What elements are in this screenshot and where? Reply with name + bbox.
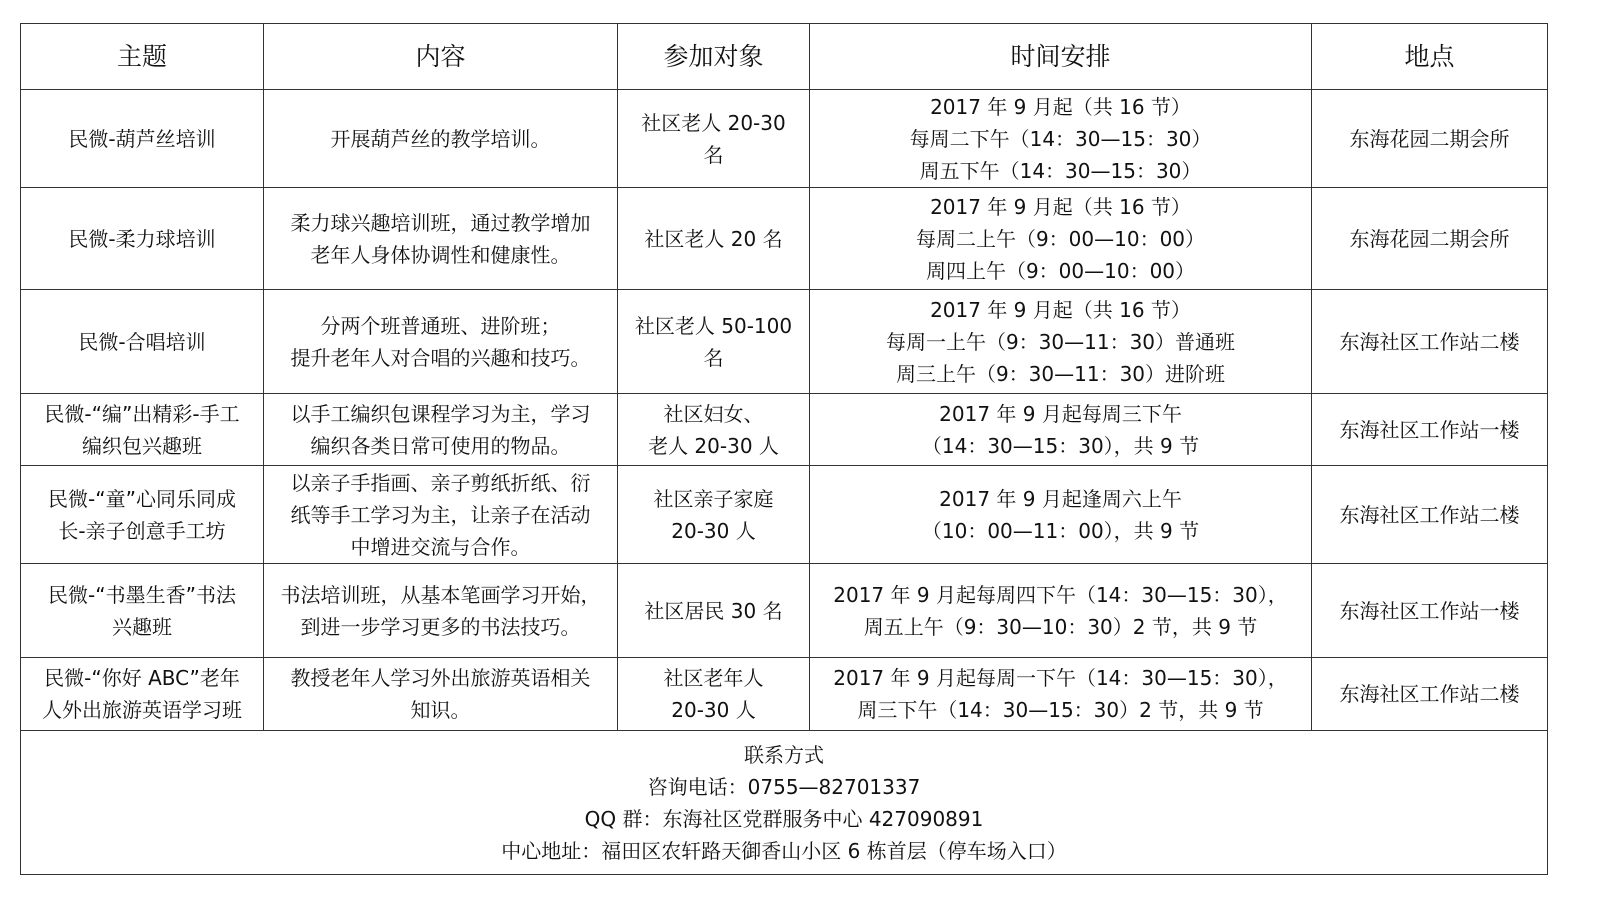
content-line: 老年人身体协调性和健康性。 xyxy=(310,242,571,267)
cell-topic xyxy=(21,564,264,658)
content-line: 以亲子手指画、亲子剪纸折纸、衍 xyxy=(290,470,591,495)
audience-line: 名 xyxy=(703,142,724,167)
topic-line: 民微-柔力球培训 xyxy=(68,226,216,251)
cell-topic xyxy=(21,394,264,466)
location-line: 东海社区工作站二楼 xyxy=(1339,329,1520,354)
content-line: 柔力球兴趣培训班，通过教学增加 xyxy=(290,210,591,235)
schedule-line: 每周二下午（14：30—15：30） xyxy=(909,126,1212,151)
schedule-line: 2017 年 9 月起（共 16 节） xyxy=(930,194,1191,219)
table-body xyxy=(21,90,1548,731)
schedule-line: 周三下午（14：30—15：30）2 节，共 9 节 xyxy=(857,698,1264,722)
cell-content xyxy=(264,466,618,564)
location-line: 东海花园二期会所 xyxy=(1349,226,1510,251)
topic-line: 民微-葫芦丝培训 xyxy=(68,126,216,151)
cell-schedule xyxy=(810,658,1312,731)
cell-audience xyxy=(618,188,810,290)
content-line: 中增进交流与合作。 xyxy=(350,534,531,559)
location-line: 东海花园二期会所 xyxy=(1349,126,1510,151)
header-audience: 参加对象 xyxy=(618,24,810,90)
content-line: 分两个班普通班、进阶班； xyxy=(320,313,561,338)
table-row xyxy=(21,188,1548,290)
cell-topic xyxy=(21,90,264,188)
contact-address: 中心地址：福田区农轩路天御香山小区 6 栋首层（停车场入口） xyxy=(501,838,1067,863)
cell-audience xyxy=(618,658,810,731)
content-line: 开展葫芦丝的教学培训。 xyxy=(330,126,551,151)
contact-qq: QQ 群：东海社区党群服务中心 427090891 xyxy=(584,806,984,831)
audience-line: 社区妇女、 xyxy=(663,401,764,426)
audience-line: 老人 20-30 人 xyxy=(648,433,779,458)
audience-line: 20-30 人 xyxy=(671,518,756,543)
cell-schedule xyxy=(810,394,1312,466)
cell-location xyxy=(1312,466,1548,564)
schedule-line: 2017 年 9 月起每周一下午（14：30—15：30）， xyxy=(833,666,1288,690)
cell-location xyxy=(1312,394,1548,466)
schedule-line: 周三上午（9：30—11：30）进阶班 xyxy=(895,361,1226,386)
table-row xyxy=(21,658,1548,731)
topic-line: 民微-“编”出精彩-手工 xyxy=(44,401,240,426)
cell-schedule xyxy=(810,188,1312,290)
table-row xyxy=(21,564,1548,658)
location-line: 东海社区工作站一楼 xyxy=(1339,417,1520,442)
contact-phone: 咨询电话：0755—82701337 xyxy=(647,774,921,799)
topic-line: 人外出旅游英语学习班 xyxy=(42,698,242,722)
table-row xyxy=(21,90,1548,188)
audience-line: 社区老人 20-30 xyxy=(641,110,786,135)
content-line: 提升老年人对合唱的兴趣和技巧。 xyxy=(290,345,591,370)
cell-audience xyxy=(618,564,810,658)
cell-audience xyxy=(618,290,810,394)
cell-schedule xyxy=(810,90,1312,188)
header-topic: 主题 xyxy=(21,24,264,90)
audience-line: 社区亲子家庭 xyxy=(653,486,774,511)
cell-location xyxy=(1312,90,1548,188)
topic-line: 民微-“你好 ABC”老年 xyxy=(44,666,240,690)
content-line: 纸等手工学习为主，让亲子在活动 xyxy=(290,502,591,527)
schedule-line: 每周一上午（9：30—11：30）普通班 xyxy=(885,329,1236,354)
cell-schedule xyxy=(810,466,1312,564)
cell-topic xyxy=(21,188,264,290)
cell-content xyxy=(264,188,618,290)
location-line: 东海社区工作站二楼 xyxy=(1339,682,1520,706)
topic-line: 民微-“书墨生香”书法 xyxy=(48,582,236,607)
audience-line: 社区老年人 xyxy=(663,666,764,690)
content-line: 编织各类日常可使用的物品。 xyxy=(310,433,571,458)
schedule-line: 周四上午（9：00—10：00） xyxy=(925,258,1196,283)
contact-row xyxy=(21,731,1548,875)
schedule-line: 每周二上午（9：00—10：00） xyxy=(915,226,1206,251)
table-row xyxy=(21,466,1548,564)
schedule-line: 2017 年 9 月起每周三下午 xyxy=(939,401,1182,426)
cell-location xyxy=(1312,188,1548,290)
cell-content xyxy=(264,658,618,731)
schedule-line: （10：00—11：00），共 9 节 xyxy=(921,518,1200,543)
topic-line: 民微-合唱培训 xyxy=(78,329,206,354)
schedule-line: 周五下午（14：30—15：30） xyxy=(919,158,1202,183)
audience-line: 社区居民 30 名 xyxy=(644,598,783,623)
content-line: 到进一步学习更多的书法技巧。 xyxy=(300,614,581,639)
header-content: 内容 xyxy=(264,24,618,90)
schedule-line: 2017 年 9 月起（共 16 节） xyxy=(930,297,1191,322)
header-location: 地点 xyxy=(1312,24,1548,90)
content-line: 知识。 xyxy=(410,698,471,722)
cell-topic xyxy=(21,466,264,564)
table-row xyxy=(21,290,1548,394)
cell-topic xyxy=(21,290,264,394)
activity-schedule-table xyxy=(20,23,1548,875)
cell-location xyxy=(1312,290,1548,394)
content-line: 以手工编织包课程学习为主，学习 xyxy=(290,401,591,426)
content-line: 书法培训班，从基本笔画学习开始， xyxy=(280,582,601,607)
schedule-line: 2017 年 9 月起（共 16 节） xyxy=(930,94,1191,119)
schedule-line: 周五上午（9：30—10：30）2 节，共 9 节 xyxy=(863,614,1258,639)
topic-line: 兴趣班 xyxy=(112,614,172,639)
cell-content xyxy=(264,290,618,394)
cell-audience xyxy=(618,466,810,564)
cell-topic xyxy=(21,658,264,731)
cell-content xyxy=(264,90,618,188)
header-row xyxy=(21,24,1548,90)
schedule-line: （14：30—15：30），共 9 节 xyxy=(921,433,1200,458)
cell-location xyxy=(1312,658,1548,731)
header-schedule: 时间安排 xyxy=(810,24,1312,90)
topic-line: 长-亲子创意手工坊 xyxy=(58,518,226,543)
content-line: 教授老年人学习外出旅游英语相关 xyxy=(290,666,591,690)
location-line: 东海社区工作站一楼 xyxy=(1339,598,1520,623)
cell-content xyxy=(264,394,618,466)
audience-line: 社区老人 20 名 xyxy=(644,226,783,251)
audience-line: 20-30 人 xyxy=(671,698,756,722)
cell-audience xyxy=(618,394,810,466)
cell-schedule xyxy=(810,290,1312,394)
topic-line: 编织包兴趣班 xyxy=(82,433,202,458)
schedule-line: 2017 年 9 月起每周四下午（14：30—15：30）， xyxy=(833,582,1288,607)
topic-line: 民微-“童”心同乐同成 xyxy=(48,486,236,511)
contact-info xyxy=(21,731,1548,875)
location-line: 东海社区工作站二楼 xyxy=(1339,502,1520,527)
cell-schedule xyxy=(810,564,1312,658)
table-row xyxy=(21,394,1548,466)
cell-location xyxy=(1312,564,1548,658)
cell-audience xyxy=(618,90,810,188)
contact-title: 联系方式 xyxy=(744,742,824,767)
cell-content xyxy=(264,564,618,658)
audience-line: 名 xyxy=(703,345,724,370)
schedule-line: 2017 年 9 月起逢周六上午 xyxy=(939,486,1182,511)
audience-line: 社区老人 50-100 xyxy=(634,313,793,338)
